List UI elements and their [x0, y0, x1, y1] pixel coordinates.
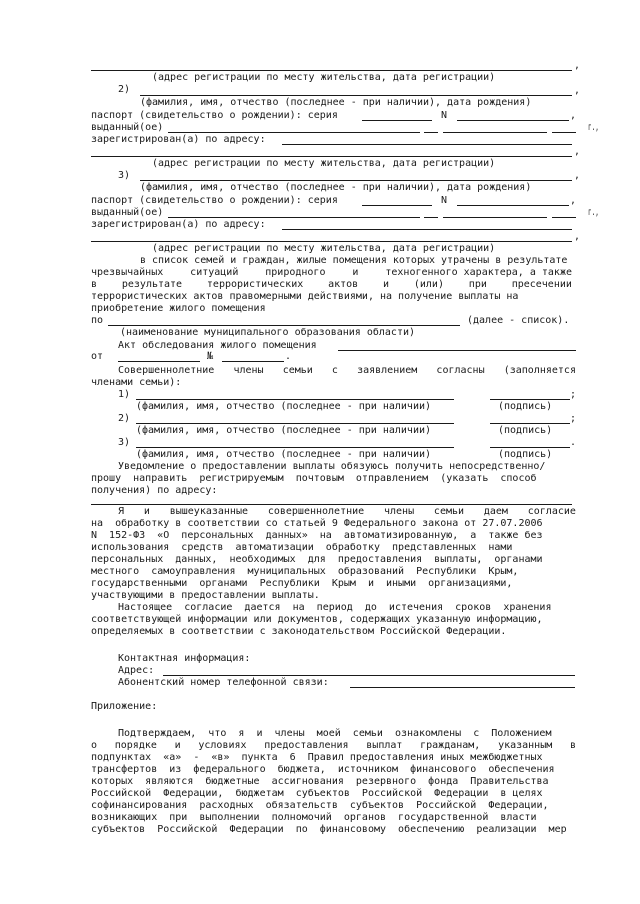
act-line	[338, 350, 576, 351]
row-name-line	[136, 423, 454, 424]
consent-line-5: персональных данных, необходимых для предоставления выплаты, органами	[91, 554, 543, 565]
address-caption: (адрес регистрации по месту жительства, дата регистрации)	[152, 158, 496, 169]
name-line	[140, 180, 572, 181]
word: о	[91, 740, 98, 751]
consent-line-9: Настоящее согласие дается на период до истечения сроков хранения	[118, 602, 552, 613]
row-end: ;	[570, 413, 577, 424]
confirm-line-9: субъектов Российской Федерации по финансовому обеспечению реализации мер	[91, 824, 567, 835]
consent-line-6: местного самоуправления муниципальных образований Республики Крым,	[91, 566, 519, 577]
registered-line-2	[91, 241, 572, 242]
word: указанным	[498, 740, 553, 751]
row-sign-line	[490, 447, 570, 448]
row-sign-line	[490, 423, 570, 424]
consent-line-3: N 152-ФЗ «О персональных данных» на автоматизированную, а также без	[91, 530, 543, 541]
sign-caption: (подпись)	[498, 401, 553, 412]
word: порядке	[114, 740, 157, 751]
act-label: Акт обследования жилого помещения	[118, 340, 317, 351]
adults-line-1	[118, 365, 576, 377]
word: (или)	[413, 279, 444, 290]
name-caption: (фамилия, имя, отчество (последнее - при наличии)	[136, 401, 432, 412]
issued-label: выданный(ое)	[91, 122, 164, 133]
word: результате	[121, 279, 183, 290]
list-line-4: террористических актов правомерными действиями, на получение выплаты на	[91, 291, 519, 302]
word: чрезвычайных	[91, 267, 164, 278]
registered-line-2	[91, 156, 572, 157]
word: выплат	[366, 740, 403, 751]
word: члены	[383, 506, 415, 517]
word: пресечении	[511, 279, 572, 290]
word: заявлением	[357, 365, 418, 376]
list-line-2	[91, 267, 572, 279]
notice-line-1: Уведомление о предоставлении выплаты обязуюсь получить непосредственно/	[118, 461, 546, 472]
issued-year-line	[552, 217, 576, 218]
word: гражданам,	[420, 740, 481, 751]
word: согласны	[436, 365, 485, 376]
act-number-line	[222, 361, 284, 362]
registered-label: зарегистрирован(а) по адресу:	[91, 134, 266, 145]
word: (заполняется	[503, 365, 576, 376]
issued-day-line	[424, 217, 438, 218]
word: и	[352, 267, 359, 278]
comma: ,	[574, 231, 580, 242]
appendix-title: Приложение:	[91, 701, 158, 712]
number-sign: N	[441, 110, 448, 121]
row-end: ;	[570, 389, 577, 400]
issued-month-line	[443, 132, 547, 133]
consent-line-8: участвующими в предоставлении выплаты.	[91, 590, 320, 601]
comma: ,	[574, 146, 580, 157]
word: техногенного характера, а также	[385, 267, 572, 278]
municipality-suffix: (далее - список).	[467, 315, 570, 326]
act-date-line	[118, 361, 200, 362]
member-number: 3)	[118, 170, 131, 181]
row-name-line	[136, 399, 454, 400]
passport-label: паспорт (свидетельство о рождении): серия	[91, 195, 338, 206]
consent-line-1	[118, 506, 576, 518]
row-number: 2)	[118, 413, 131, 424]
comma: ,	[574, 170, 580, 181]
consent-line-4: использования средств автоматизации обработку представленных нами	[91, 542, 513, 553]
row-number: 3)	[118, 437, 131, 448]
issued-year-line	[552, 132, 576, 133]
word: совершеннолетние	[267, 506, 365, 517]
confirm-line-5: которых являются бюджетные ассигнования резервного фонда Правительства	[91, 776, 549, 787]
word: ситуаций	[190, 267, 239, 278]
comma: ,	[570, 110, 577, 121]
adults-line-2: членами семьи):	[91, 377, 182, 388]
word: и	[143, 506, 150, 517]
contact-phone-label: Абонентский номер телефонной связи:	[118, 677, 329, 688]
consent-line-11: определяемых в соответствии с законодательством Российской Федерации.	[91, 626, 507, 637]
word: природного	[265, 267, 326, 278]
confirm-line-4: трансфертов из федерального бюджета, источником финансового обеспечения	[91, 764, 555, 775]
registered-label: зарегистрирован(а) по адресу:	[91, 219, 266, 230]
row-end: .	[570, 437, 577, 448]
word: семьи	[433, 506, 465, 517]
confirm-line-2	[91, 740, 576, 752]
word: с	[331, 365, 338, 376]
municipality-prefix: по	[91, 315, 104, 326]
comma: ,	[570, 195, 577, 206]
word: вышеуказанные	[169, 506, 248, 517]
contact-phone-line	[350, 687, 575, 688]
municipality-caption: (наименование муниципального образования области)	[120, 327, 416, 338]
consent-line-2: на обработку в соответствии со статьей 9 Федерального закона от 27.07.2006	[91, 518, 543, 529]
sign-caption: (подпись)	[498, 449, 553, 460]
comma: ,	[574, 85, 580, 96]
contact-address-label: Адрес:	[118, 665, 155, 676]
confirm-line-3: подпунктах «а» - «в» пункта 6 Правил предоставления иных межбюджетных	[91, 752, 543, 763]
series-line	[362, 205, 432, 206]
name-caption: (фамилия, имя, отчество (последнее - при наличии)	[136, 449, 432, 460]
row-number: 1)	[118, 389, 131, 400]
issued-by-line	[168, 132, 420, 133]
notice-line-3: получения) по адресу:	[91, 485, 218, 496]
word: Я	[118, 506, 125, 517]
passport-number-line	[457, 205, 569, 206]
comma: ,	[574, 60, 580, 71]
list-line-3	[91, 279, 572, 291]
contact-title: Контактная информация:	[118, 653, 251, 664]
confirm-line-1: Подтверждаем, что я и члены моей семьи ознакомлены с Положением	[118, 728, 552, 739]
notice-address-line	[91, 504, 572, 505]
act-from: от	[91, 351, 104, 362]
name-caption: (фамилия, имя, отчество (последнее - при наличии), дата рождения)	[140, 97, 532, 108]
sign-caption: (подпись)	[498, 425, 553, 436]
word: условиях	[198, 740, 247, 751]
list-line-5: приобретение жилого помещения	[91, 303, 266, 314]
word: Совершеннолетние	[118, 365, 215, 376]
word: и	[174, 740, 181, 751]
issued-label: выданный(ое)	[91, 207, 164, 218]
series-line	[362, 120, 432, 121]
confirm-line-8: возникающих при выполнении полномочий органов государственной власти	[91, 812, 537, 823]
list-line-1: в список семей и граждан, жилые помещения которых утрачены в результате	[140, 255, 568, 266]
number-sign: N	[441, 195, 448, 206]
passport-label: паспорт (свидетельство о рождении): серия	[91, 110, 338, 121]
member-number: 2)	[118, 84, 131, 95]
word: актов	[328, 279, 359, 290]
confirm-line-6: Российской Федерации, бюджетам субъектов Российской Федерации в целях	[91, 788, 543, 799]
passport-number-line	[457, 120, 569, 121]
word: предоставления	[264, 740, 349, 751]
consent-line-10: соответствующей информации или документов, содержащих указанную информацию,	[91, 614, 543, 625]
word: согласие	[527, 506, 576, 517]
issued-day-line	[424, 132, 438, 133]
row-sign-line	[490, 399, 570, 400]
year-suffix: г.,	[588, 207, 599, 218]
word: террористических	[206, 279, 304, 290]
word: и	[383, 279, 390, 290]
word: члены	[233, 365, 264, 376]
row-name-line	[136, 447, 454, 448]
notice-line-2: прошу направить регистрируемым почтовым отправлением (указать способ	[91, 473, 537, 484]
issued-month-line	[443, 217, 547, 218]
address-caption: (адрес регистрации по месту жительства, дата регистрации)	[152, 72, 496, 83]
act-number-sign: №	[207, 351, 214, 362]
word: при	[468, 279, 487, 290]
municipality-line	[108, 325, 460, 326]
issued-by-line	[168, 217, 420, 218]
year-suffix: г.,	[588, 122, 599, 133]
name-caption: (фамилия, имя, отчество (последнее - при наличии), дата рождения)	[140, 182, 532, 193]
name-caption: (фамилия, имя, отчество (последнее - при наличии)	[136, 425, 432, 436]
word: семьи	[282, 365, 313, 376]
word: даем	[483, 506, 508, 517]
confirm-line-7: софинансирования расходных обязательств субъектов Российской Федерации,	[91, 800, 549, 811]
name-line	[140, 95, 572, 96]
period: .	[285, 351, 292, 362]
address-caption: (адрес регистрации по месту жительства, дата регистрации)	[152, 243, 496, 254]
address-line	[91, 70, 572, 71]
registered-line	[282, 229, 572, 230]
word: в	[91, 279, 98, 290]
contact-address-line	[163, 675, 575, 676]
word: в	[569, 740, 576, 751]
consent-line-7: государственными органами Республики Крым и иными организациями,	[91, 578, 513, 589]
registered-line	[282, 144, 572, 145]
